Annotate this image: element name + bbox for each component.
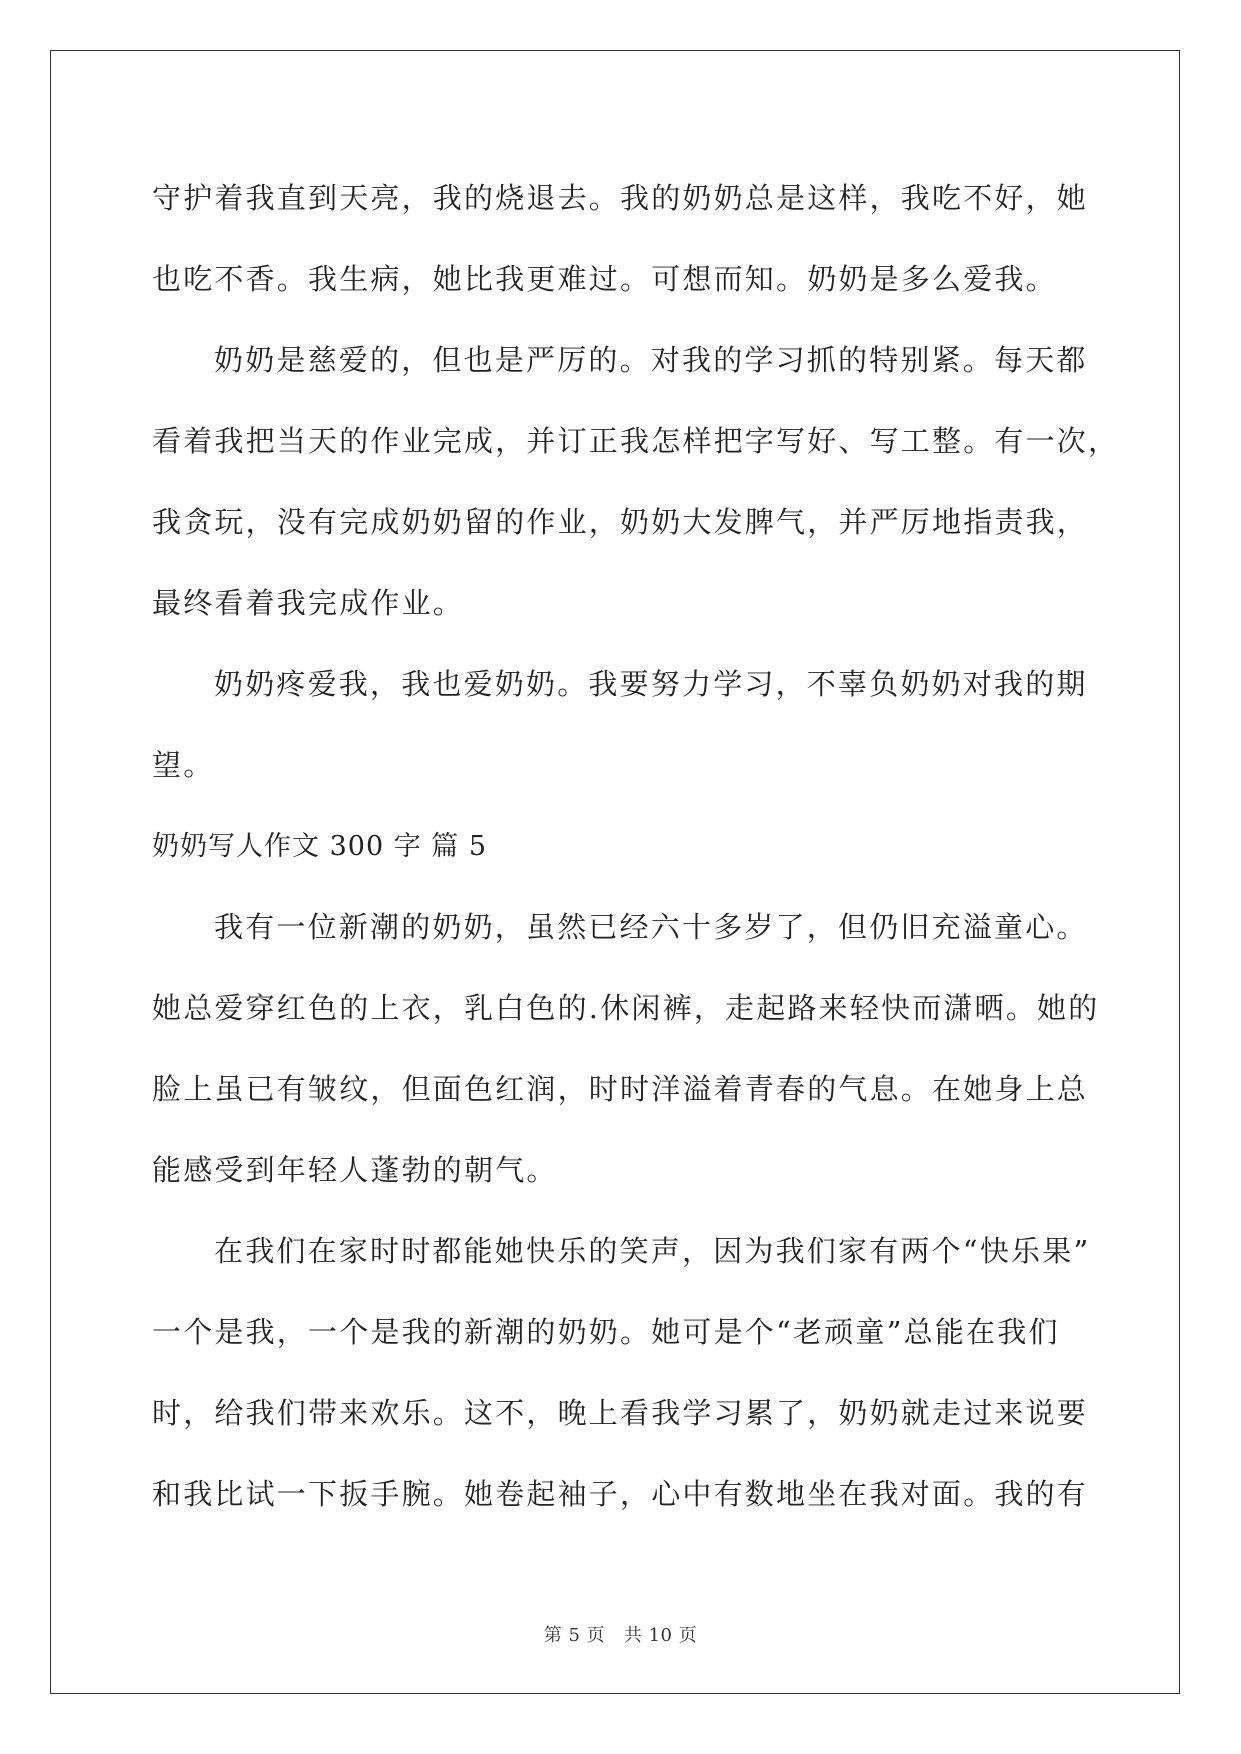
text-line: 脸上虽已有皱纹，但面色红润，时时洋溢着青春的气息。在她身上总 [152,1072,1089,1106]
text-line: 她总爱穿红色的上衣，乳白色的.休闲裤，走起路来轻快而潇晒。她的 [152,991,1100,1025]
text-line: 也吃不香。我生病，她比我更难过。可想而知。奶奶是多么爱我。 [152,262,1057,296]
text-line: 时，给我们带来欢乐。这不，晚上看我学习累了，奶奶就走过来说要 [152,1396,1089,1430]
text-line: 我贪玩，没有完成奶奶留的作业，奶奶大发脾气，并严厉地指责我， [152,505,1089,539]
document-body [152,158,1120,1535]
text-line: 最终看着我完成作业。 [152,586,465,620]
text-line: 守护着我直到天亮，我的烧退去。我的奶奶总是这样，我吃不好，她 [152,181,1089,215]
total-pages: 共 10 页 [623,1625,698,1646]
section-heading: 奶奶写人作文 300 字 篇 5 [152,831,488,862]
text-line: 望。 [152,748,215,782]
text-line: 一个是我，一个是我的新潮的奶奶。她可是个“老顽童”总能在我们 [152,1315,1060,1349]
text-line: 能感受到年轻人蓬勃的朝气。 [152,1153,558,1187]
paragraph-start-line: 我有一位新潮的奶奶，虽然已经六十多岁了，但仍旧充溢童心。 [214,910,1088,944]
paragraph-start-line: 奶奶疼爱我，我也爱奶奶。我要努力学习，不辜负奶奶对我的期 [214,667,1088,701]
paragraph-start-line: 在我们在家时时都能她快乐的笑声，因为我们家有两个“快乐果” [214,1234,1091,1268]
page-footer [0,1621,1241,1647]
text-line: 和我比试一下扳手腕。她卷起袖子，心中有数地坐在我对面。我的有 [152,1477,1089,1511]
page-number: 第 5 页 [543,1625,606,1646]
paragraph-start-line: 奶奶是慈爱的，但也是严厉的。对我的学习抓的特别紧。每天都 [214,343,1088,377]
text-line: 看着我把当天的作业完成，并订正我怎样把字写好、写工整。有一次， [152,424,1120,458]
footer-spacer [605,1625,624,1646]
